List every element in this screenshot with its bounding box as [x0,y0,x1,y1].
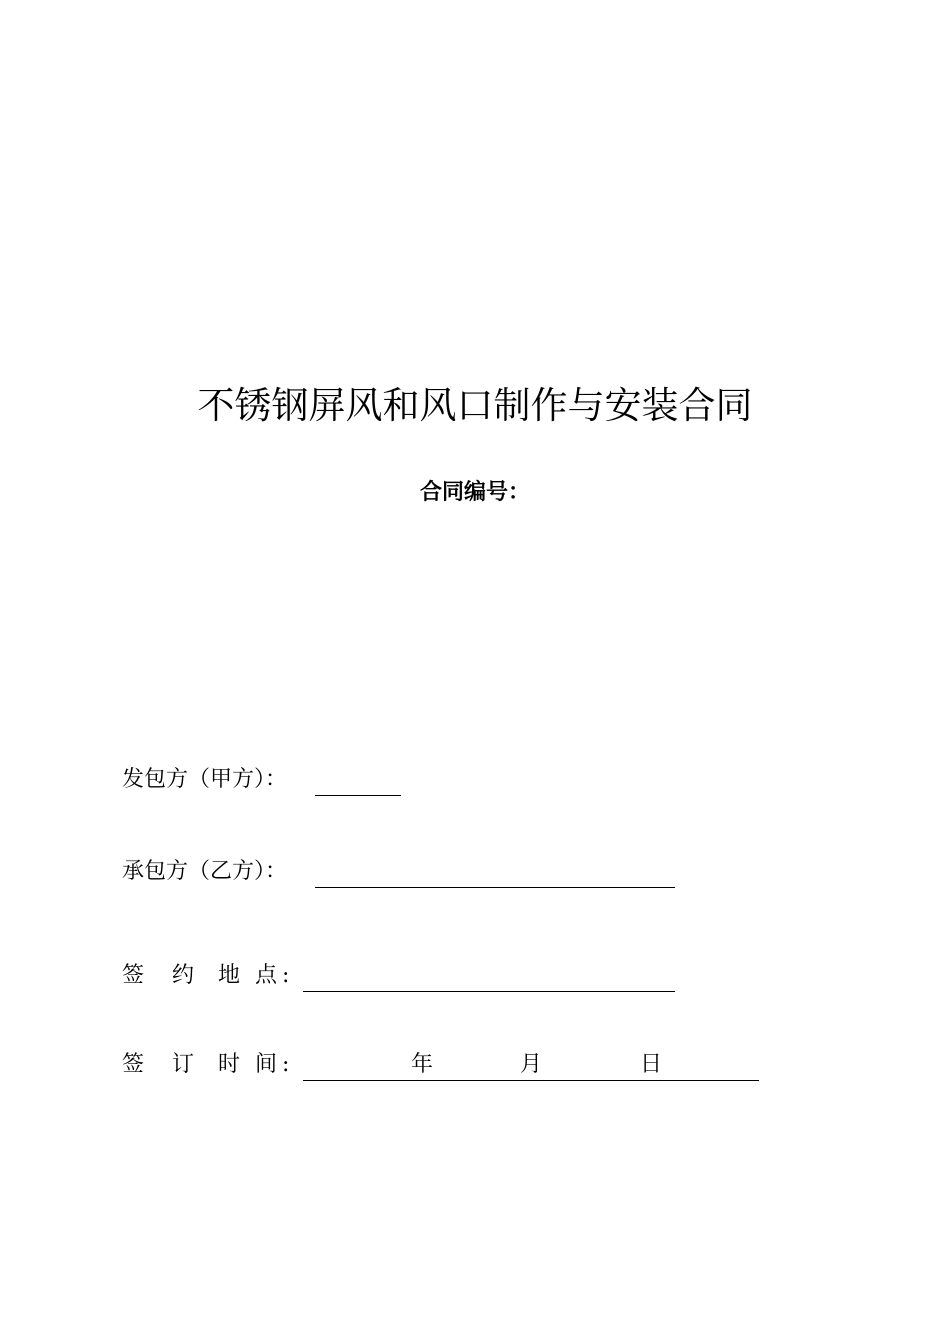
signing-time-row [122,1049,772,1081]
signing-time-colon: : [282,1052,290,1077]
signing-time-char: 时 [218,1052,241,1077]
signing-place-char: 地 [218,963,241,988]
party-b-row [122,856,682,888]
party-a-row [122,764,422,796]
signing-place-char: 点 [255,963,278,988]
date-month-unit: 月 [520,1052,543,1077]
contract-title: 不锈钢屏风和风口制作与安装合同 [197,384,753,427]
signing-time-char: 订 [172,1052,195,1077]
signing-place-char: 签 [122,963,145,988]
signing-place-field[interactable] [303,960,675,992]
signing-place-row [122,960,682,992]
signing-place-char: 约 [172,963,195,988]
signing-place-colon: : [282,963,290,988]
contract-number-label: 合同编号： [419,480,530,505]
party-a-label: 发包方（甲方）： [122,767,288,792]
signing-time-char: 签 [122,1052,145,1077]
party-b-label: 承包方（乙方）： [122,859,288,884]
party-b-field[interactable] [315,856,675,888]
signing-time-char: 间 [255,1052,278,1077]
party-a-field[interactable] [315,764,401,796]
date-year-unit: 年 [411,1052,434,1077]
date-day-unit: 日 [640,1052,663,1077]
